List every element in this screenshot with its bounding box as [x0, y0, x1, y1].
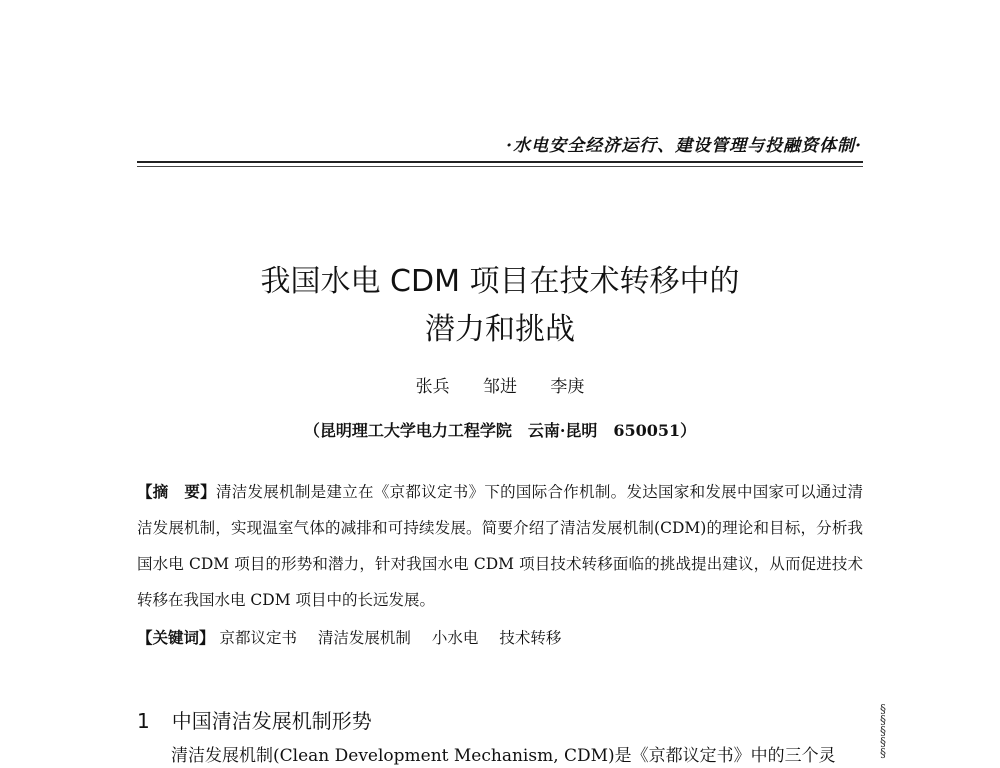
running-header: ·水电安全经济运行、建设管理与投融资体制·	[506, 136, 862, 156]
section-number: 1	[137, 709, 150, 733]
keyword: 清洁发展机制	[317, 629, 411, 647]
section-heading	[137, 705, 372, 734]
keyword: 小水电	[431, 629, 479, 647]
body-paragraph: 清洁发展机制(Clean Development Mechanism, CDM)是《京都议定书》中的三个灵	[171, 746, 836, 766]
header-rule-thin	[137, 166, 863, 167]
affiliation: （昆明理工大学电力工程学院 云南·昆明 650051）	[303, 421, 697, 440]
author-name: 李庚	[550, 377, 585, 397]
abstract-text: 清洁发展机制是建立在《京都议定书》下的国际合作机制。发达国家和发展中国家可以通过清洁发展机制，实现温室气体的减排和可持续发展。简要介绍了清洁发展机制(CDM)的理论和目标，分析我国水电 CDM 项目的形势和潜力，针对我国水电 CDM 项目技术转移面临的挑战提出建议，从而促进技术转移在我国水电 CDM 项目中的长远发展。	[137, 483, 863, 609]
keyword: 技术转移	[499, 629, 562, 647]
author-name: 邹进	[483, 377, 517, 397]
section-title: 中国清洁发展机制形势	[171, 709, 372, 733]
author-name: 张兵	[415, 377, 450, 397]
title-line-2: 潜力和挑战	[425, 312, 575, 347]
margin-decoration: § § § § §	[880, 702, 886, 760]
header-rule	[137, 161, 863, 163]
keywords	[137, 620, 863, 656]
keyword: 京都议定书	[219, 629, 297, 647]
abstract-label: 【摘 要】	[137, 482, 216, 501]
article-title	[0, 258, 1000, 354]
abstract	[137, 474, 863, 618]
title-line-1: 我国水电 CDM 项目在技术转移中的	[260, 264, 740, 299]
author-list	[0, 372, 1000, 397]
keywords-label: 【关键词】	[137, 628, 215, 647]
